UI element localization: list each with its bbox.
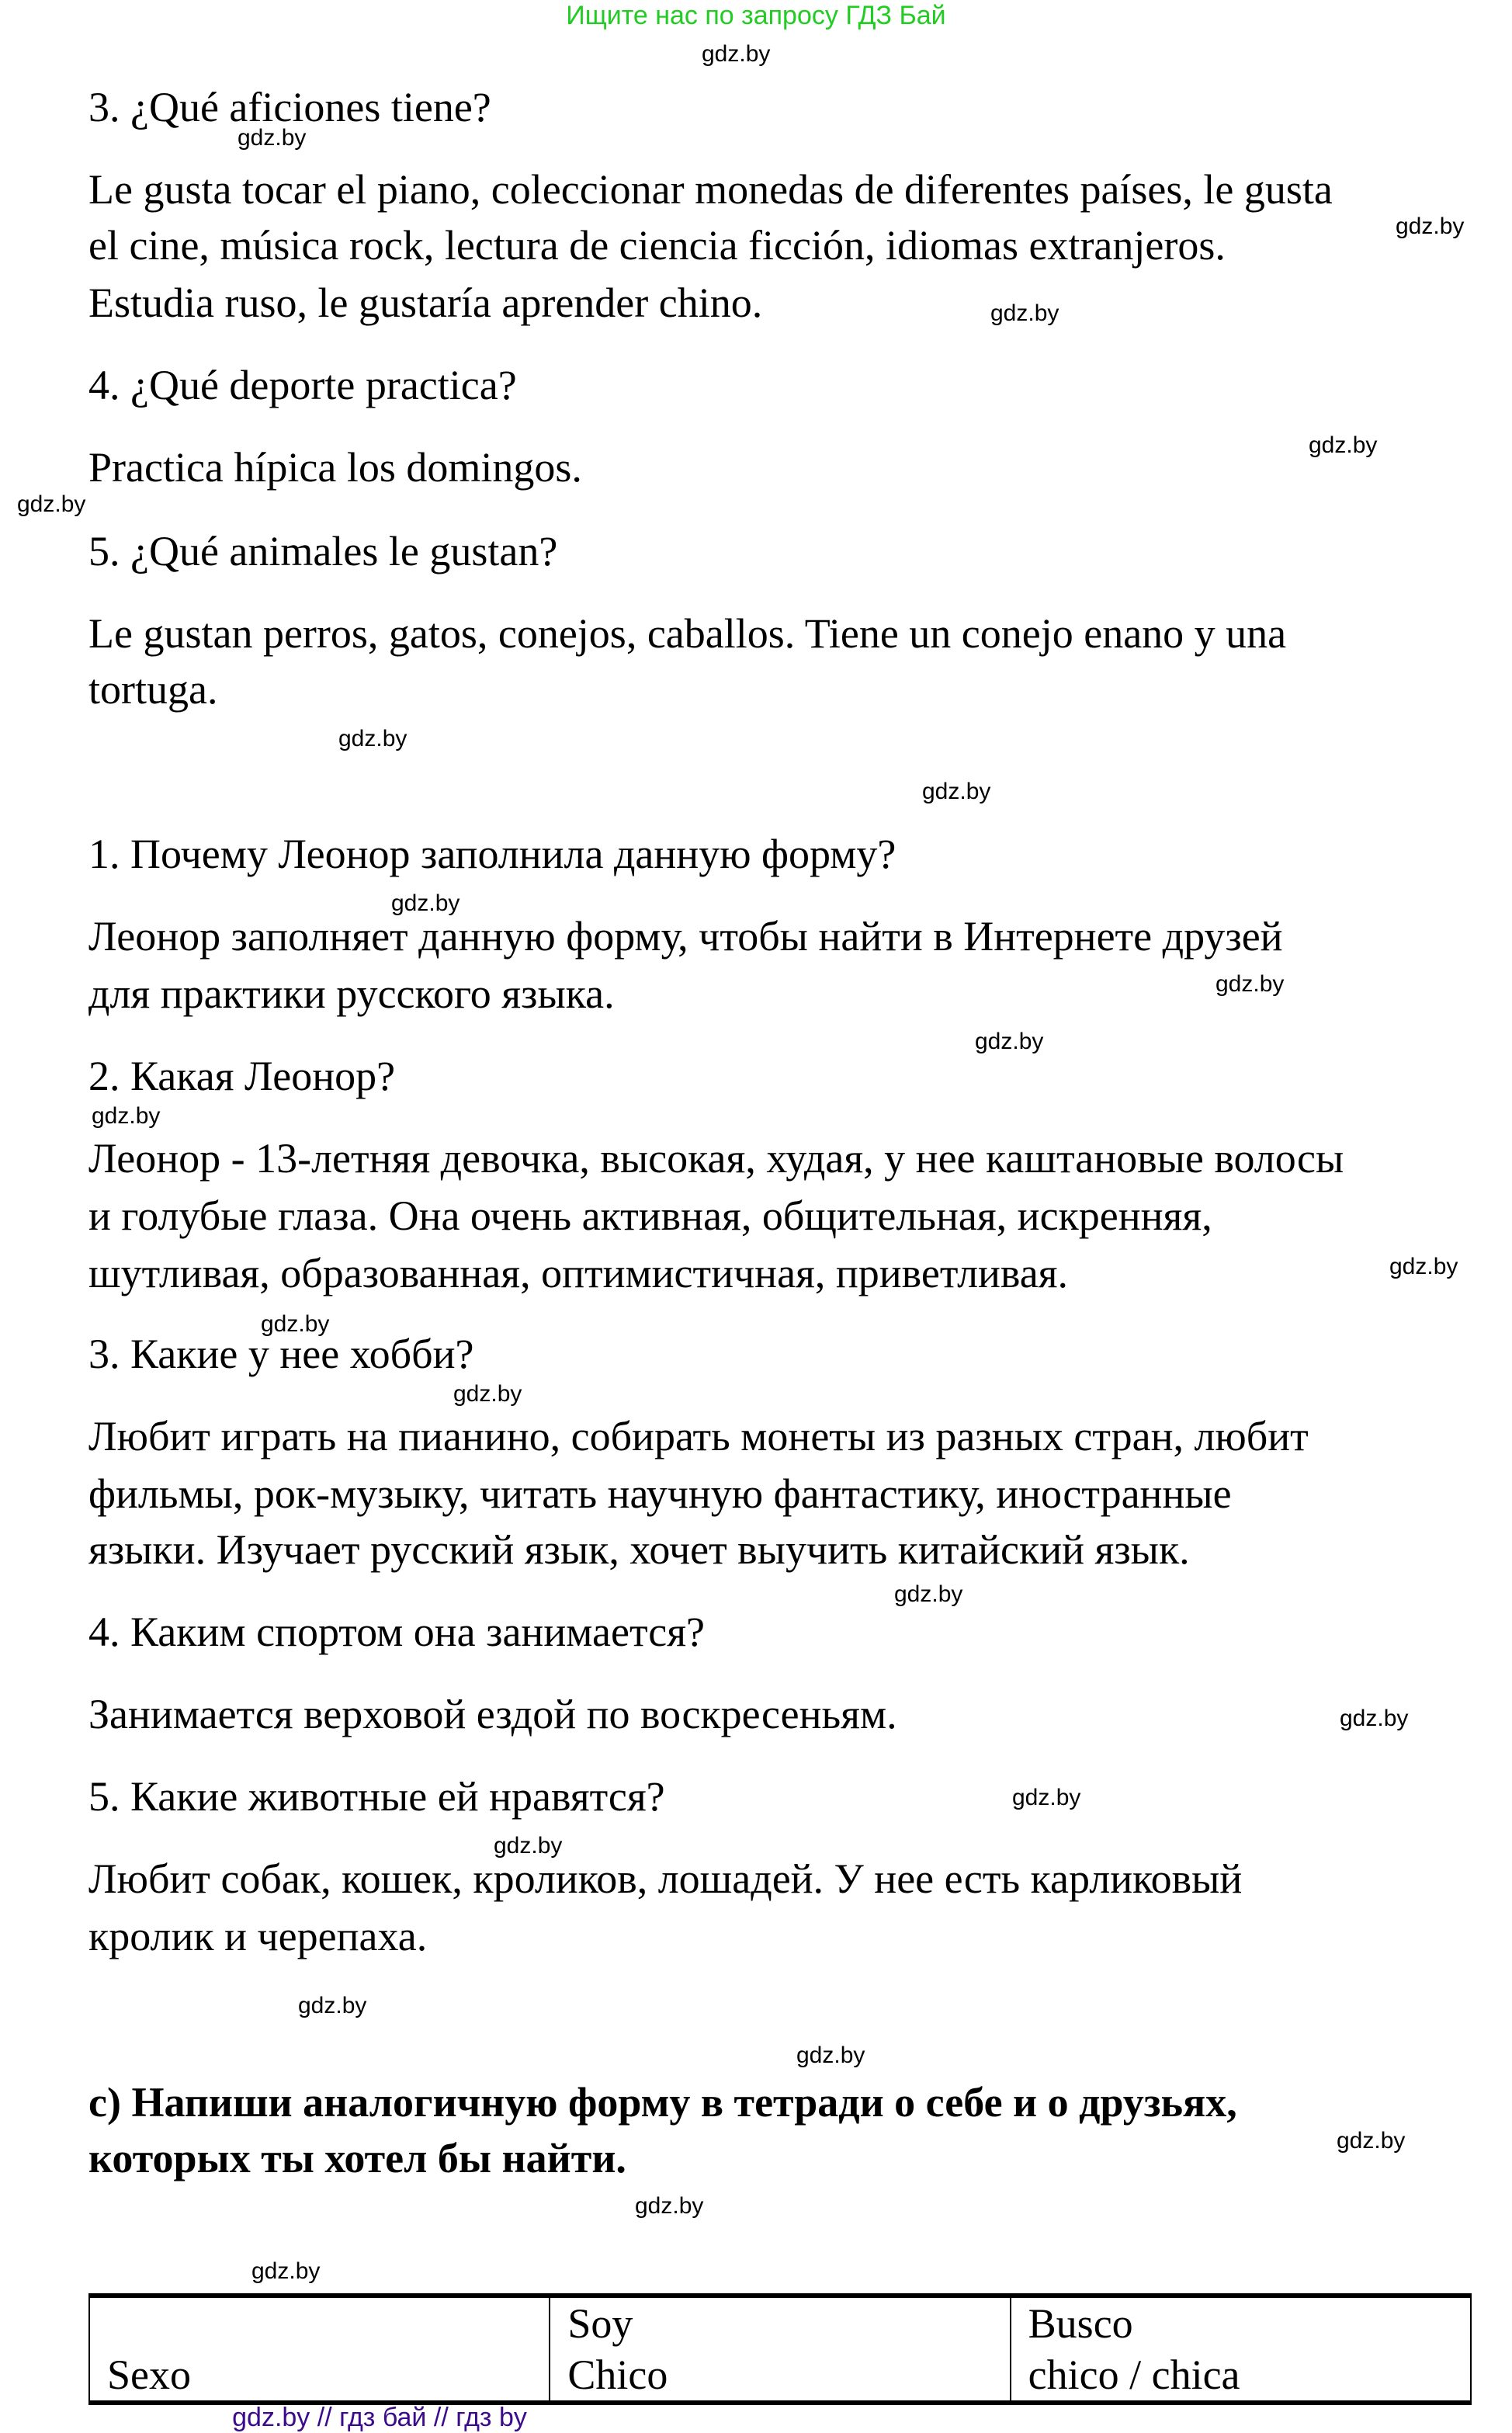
watermark: gdz.by	[17, 491, 86, 517]
text-line: Занимается верховой ездой по воскресеньям.	[88, 1691, 897, 1737]
text-line: кролик и черепаха.	[88, 1913, 428, 1959]
watermark: gdz.by	[1396, 213, 1465, 239]
watermark: gdz.by	[261, 1311, 330, 1337]
cell-heading: Soy	[567, 2300, 633, 2347]
watermark: gdz.by	[391, 890, 460, 916]
watermark: gdz.by	[494, 1833, 563, 1859]
text-line: и голубые глаза. Она очень активная, общительная, искренняя,	[88, 1192, 1212, 1239]
watermark: gdz.by	[975, 1029, 1044, 1054]
watermark: gdz.by	[1215, 971, 1285, 997]
cell-label: Sexo	[107, 2351, 191, 2398]
text-line: языки. Изучает русский язык, хочет выучить китайский язык.	[88, 1526, 1190, 1573]
watermark: gdz.by	[796, 2043, 865, 2068]
search-banner: Ищите нас по запросу ГДЗ Бай	[566, 1, 946, 30]
task-instruction: c) Напиши аналогичную форму в тетради о себе и о друзьях,	[88, 2079, 1237, 2126]
cell-value: Chico	[567, 2351, 668, 2398]
table-cell-sex	[89, 2296, 550, 2403]
text-line: 4. Каким спортом она занимается?	[88, 1609, 705, 1655]
watermark: gdz.by	[338, 726, 407, 751]
watermark: gdz.by	[894, 1581, 963, 1607]
text-line: Le gustan perros, gatos, conejos, caballos. Tiene un conejo enano y una	[88, 610, 1287, 657]
watermark: gdz.by	[1309, 432, 1378, 458]
text-line: tortuga.	[88, 666, 218, 713]
text-line: 5. ¿Qué animales le gustan?	[88, 528, 558, 574]
text-line: Le gusta tocar el piano, coleccionar monedas de diferentes países, le gusta	[88, 166, 1333, 213]
watermark: gdz.by	[702, 41, 771, 67]
text-line: 4. ¿Qué deporte practica?	[88, 362, 517, 408]
text-line: 5. Какие животные ей нравятся?	[88, 1773, 665, 1820]
text-line: Estudia ruso, le gustaría aprender chino.	[88, 279, 763, 326]
text-line: Любит собак, кошек, кроликов, лошадей. У нее есть карликовый	[88, 1855, 1243, 1902]
watermark: gdz.by	[298, 1993, 367, 2018]
table-cell-busco	[1011, 2296, 1471, 2403]
text-line: Леонор заполняет данную форму, чтобы найти в Интернете друзей	[88, 913, 1283, 960]
text-line: фильмы, рок-музыку, читать научную фантастику, иностранные	[88, 1470, 1232, 1517]
watermark: gdz.by	[1337, 2128, 1406, 2154]
text-line: 1. Почему Леонор заполнила данную форму?	[88, 831, 896, 877]
table-cell-soy	[550, 2296, 1010, 2403]
text-line: для практики русского языка.	[88, 970, 615, 1017]
watermark: gdz.by	[238, 125, 307, 151]
text-line: Леонор - 13-летняя девочка, высокая, худая, у нее каштановые волосы	[88, 1135, 1344, 1182]
watermark: gdz.by	[92, 1103, 161, 1129]
footer-watermark: gdz.by // гдз бай // гдз by	[232, 2403, 527, 2432]
text-line: 2. Какая Леонор?	[88, 1053, 396, 1099]
cell-heading: Busco	[1028, 2300, 1133, 2347]
watermark: gdz.by	[251, 2258, 321, 2284]
form-table	[88, 2293, 1472, 2405]
task-instruction: которых ты хотел бы найти.	[88, 2135, 626, 2181]
watermark: gdz.by	[1340, 1706, 1409, 1731]
text-line: 3. ¿Qué aficiones tiene?	[88, 84, 491, 130]
text-line: Practica hípica los domingos.	[88, 444, 582, 491]
text-line: Любит играть на пианино, собирать монеты из разных стран, любит	[88, 1413, 1309, 1459]
text-line: 3. Какие у нее хобби?	[88, 1331, 474, 1377]
watermark: gdz.by	[990, 300, 1059, 326]
text-line: el cine, música rock, lectura de ciencia ficción, idiomas extranjeros.	[88, 222, 1226, 269]
watermark: gdz.by	[453, 1381, 522, 1407]
watermark: gdz.by	[922, 779, 991, 804]
watermark: gdz.by	[1389, 1254, 1458, 1279]
cell-value: chico / chica	[1028, 2351, 1240, 2398]
watermark: gdz.by	[635, 2193, 704, 2219]
text-line: шутливая, образованная, оптимистичная, приветливая.	[88, 1250, 1069, 1296]
watermark: gdz.by	[1012, 1785, 1081, 1810]
